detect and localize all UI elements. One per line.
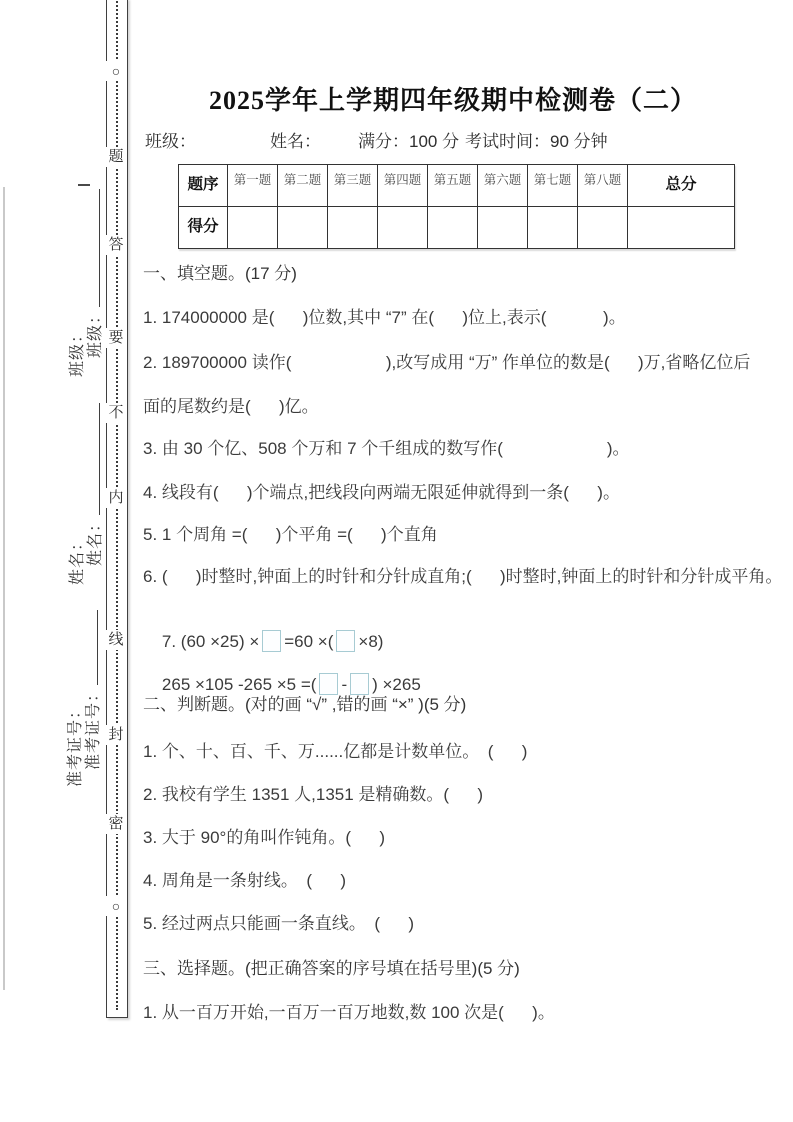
seal-char: 线 — [106, 630, 126, 650]
fill-question-3: 3. 由 30 个亿、508 个万和 7 个千组成的数写作( )。 — [143, 439, 630, 458]
judge-question-4: 4. 周角是一条射线。 ( ) — [143, 871, 347, 890]
judge-question-2: 2. 我校有学生 1351 人,1351 是精确数。( ) — [143, 785, 484, 804]
fill-question-1: 1. 174000000 是( )位数,其中 “7” 在( )位上,表示( )。 — [143, 308, 626, 327]
answer-box — [319, 673, 338, 695]
score-cell — [378, 207, 428, 249]
score-row — [179, 207, 735, 249]
name-field-label: 姓名： — [270, 132, 321, 151]
exam-time-label: 考试时间：90 分钟 — [465, 132, 608, 151]
fill-question-2-cont: 面的尾数约是( )亿。 — [143, 397, 319, 416]
fill-question-7-line2: 265 ×105 -265 ×5 =( - ) ×265 — [161, 675, 421, 694]
score-table — [178, 164, 735, 249]
column-header: 第七题 — [528, 165, 578, 207]
score-cell — [628, 207, 735, 249]
seal-char: 不 — [106, 403, 126, 423]
column-header: 第一题 — [228, 165, 278, 207]
score-cell — [428, 207, 478, 249]
choice-question-1: 1. 从一百万开始,一百万一百万地数,数 100 次是( )。 — [143, 1003, 555, 1022]
column-header: 第六题 — [478, 165, 528, 207]
column-header: 第四题 — [378, 165, 428, 207]
seal-char: 封 — [106, 725, 126, 745]
seal-char: 内 — [106, 488, 126, 508]
seal-ticket-label: 准考证号： — [67, 701, 84, 787]
score-cell — [278, 207, 328, 249]
answer-box — [262, 630, 281, 652]
fill-question-2: 2. 189700000 读作( ),改写成用 “万” 作单位的数是( )万,省略亿位后 — [143, 353, 751, 372]
score-table-corner: 题序 — [179, 165, 228, 207]
column-header: 第三题 — [328, 165, 378, 207]
score-cell — [228, 207, 278, 249]
seal-circle: ○ — [106, 61, 126, 81]
fill-question-7-line1: 7. (60 ×25) × =60 ×( ×8) — [161, 632, 384, 651]
class-field-label: 班级： — [145, 132, 196, 151]
column-header: 第二题 — [278, 165, 328, 207]
total-column-header: 总分 — [628, 165, 735, 207]
fill-question-6: 6. ( )时整时,钟面上的时针和分针成直角;( )时整时,钟面上的时针和分针成平角。 — [143, 567, 783, 586]
judge-question-5: 5. 经过两点只能画一条直线。 ( ) — [143, 914, 415, 933]
seal-name-label: 姓名： — [82, 403, 105, 566]
score-table-header-row — [179, 165, 735, 207]
fill-question-4: 4. 线段有( )个端点,把线段向两端无限延伸就得到一条( )。 — [143, 483, 620, 502]
fill-question-5: 5. 1 个周角 =( )个平角 =( )个直角 — [143, 525, 438, 544]
score-cell — [578, 207, 628, 249]
seal-name-label: 姓名： — [69, 533, 86, 585]
full-score-label: 满分：100 分 — [358, 132, 460, 151]
judge-question-1: 1. 个、十、百、千、万......亿都是计数单位。 ( ) — [143, 742, 528, 761]
seal-circle: ○ — [106, 896, 126, 916]
section-1-heading: 一、填空题。(17 分) — [143, 264, 297, 283]
column-header: 第五题 — [428, 165, 478, 207]
page-title: 2025学年上学期四年级期中检测卷（二） — [208, 86, 697, 115]
seal-char: 题 — [106, 147, 126, 167]
score-cell — [528, 207, 578, 249]
score-row-label: 得分 — [179, 207, 228, 249]
section-3-heading: 三、选择题。(把正确答案的序号填在括号里)(5 分) — [143, 959, 520, 978]
seal-char: 答 — [106, 235, 126, 255]
seal-class-label: 班级： — [82, 189, 105, 358]
section-2-heading: 二、判断题。(对的画 “√” ,错的画 “×” )(5 分) — [143, 695, 467, 714]
answer-box — [336, 630, 355, 652]
score-cell — [328, 207, 378, 249]
seal-class-label: 班级： — [69, 325, 86, 377]
judge-question-3: 3. 大于 90°的角叫作钝角。( ) — [143, 828, 385, 847]
seal-char: 要 — [106, 328, 126, 348]
answer-box — [350, 673, 369, 695]
seal-char: 密 — [106, 814, 126, 834]
seal-ticket-label: 准考证号： — [80, 610, 103, 770]
score-cell — [478, 207, 528, 249]
column-header: 第八题 — [578, 165, 628, 207]
